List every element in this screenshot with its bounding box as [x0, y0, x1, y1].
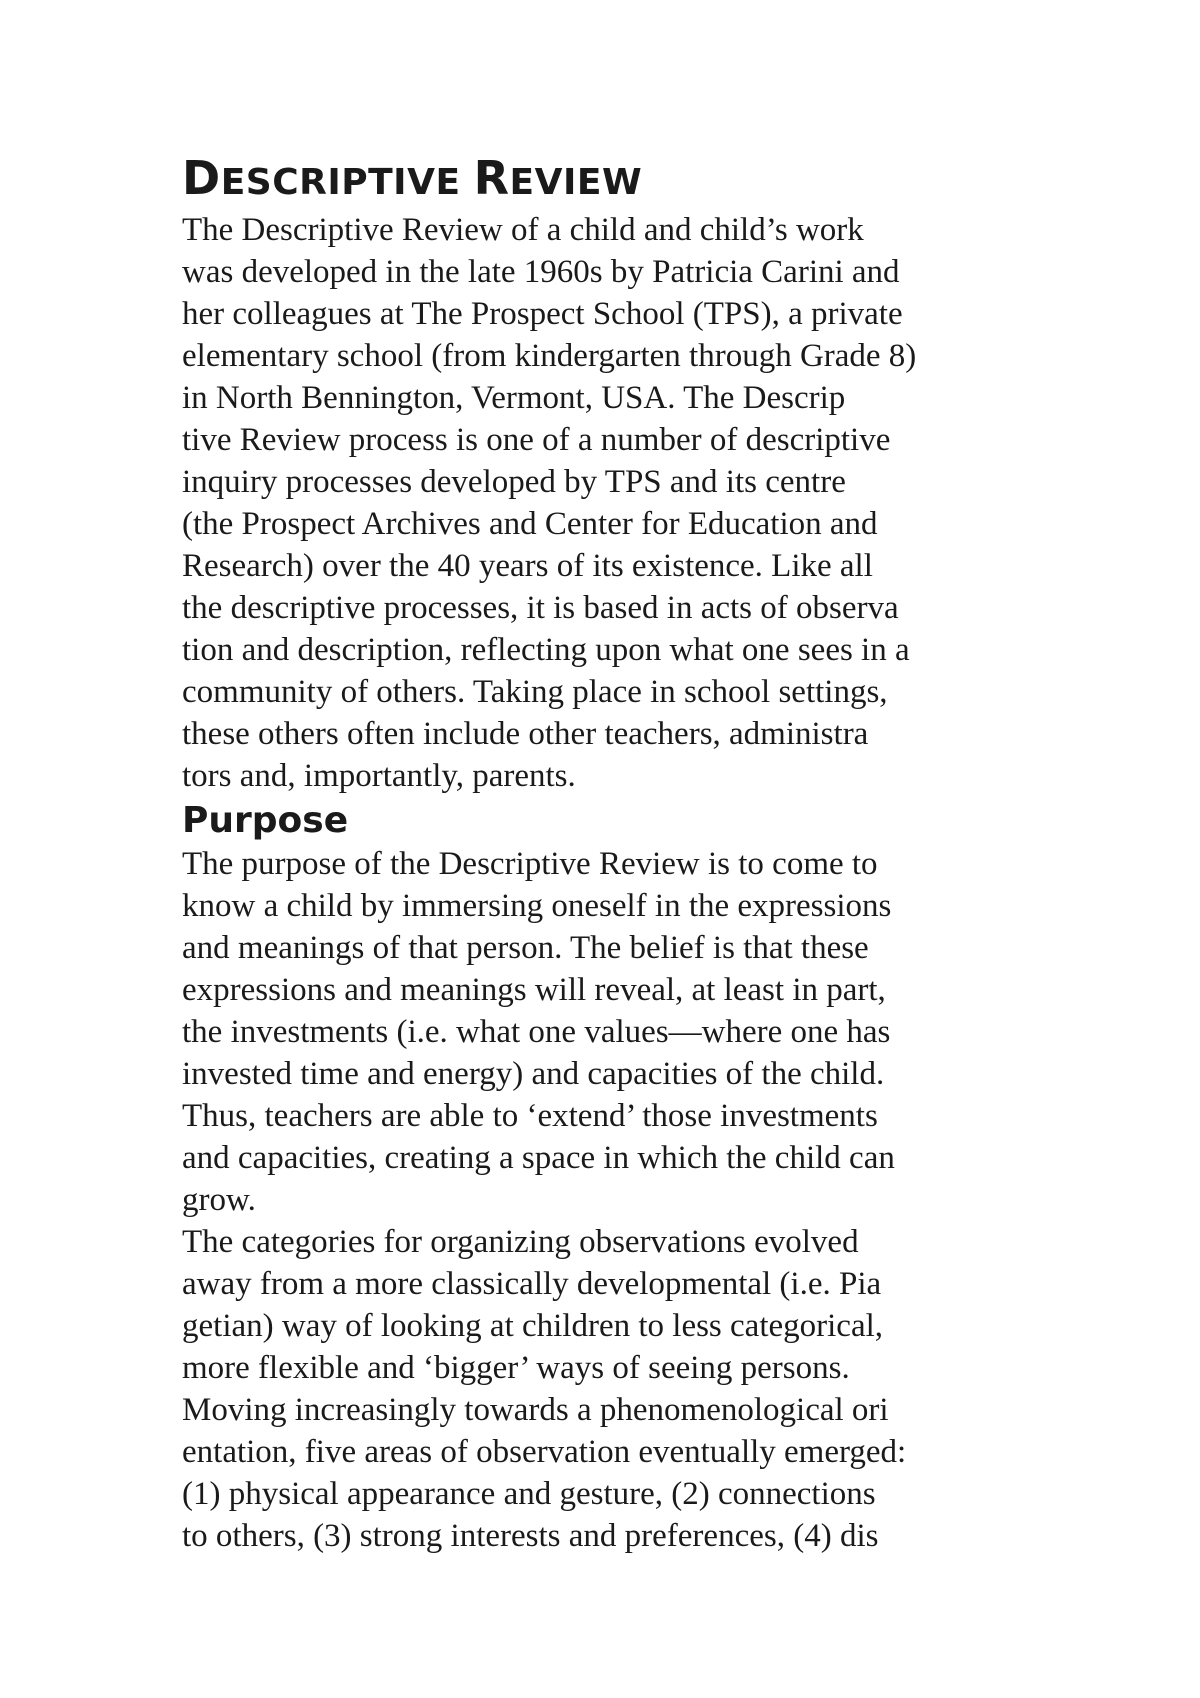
text-line: grow.: [182, 1182, 256, 1218]
text-line: invested time and energy) and capacities of the child.: [182, 1056, 885, 1092]
text-line: tive Review process is one of a number of descriptive: [182, 422, 891, 458]
text-line: tors and, importantly, parents.: [182, 758, 576, 794]
section-heading-purpose: Purpose: [182, 800, 349, 841]
text-line: in North Bennington, Vermont, USA. The Descrip: [182, 380, 846, 416]
text-line: community of others. Taking place in school settings,: [182, 674, 888, 710]
title-smallcaps-1: ESCRIPTIVE: [220, 162, 474, 203]
text-line: her colleagues at The Prospect School (TPS), a private: [182, 296, 903, 332]
text-line: elementary school (from kindergarten through Grade 8): [182, 338, 917, 374]
text-line: entation, five areas of observation eventually emerged:: [182, 1434, 907, 1470]
page-title: [182, 150, 1022, 211]
text-line: Research) over the 40 years of its existence. Like all: [182, 548, 873, 584]
text-line: The Descriptive Review of a child and child’s work: [182, 212, 864, 248]
title-initial-1: D: [182, 151, 221, 205]
text-line: more flexible and ‘bigger’ ways of seeing persons.: [182, 1350, 850, 1386]
text-line: to others, (3) strong interests and preferences, (4) dis: [182, 1518, 879, 1554]
intro-paragraph: [182, 209, 1022, 797]
text-line: and capacities, creating a space in which the child can: [182, 1140, 895, 1176]
text-line: Moving increasingly towards a phenomenological ori: [182, 1392, 889, 1428]
text-line: getian) way of looking at children to less categorical,: [182, 1308, 884, 1344]
page-content: [182, 150, 1022, 1557]
title-smallcaps-2: EVIEW: [509, 162, 643, 203]
text-line: Thus, teachers are able to ‘extend’ those investments: [182, 1098, 878, 1134]
text-line: know a child by immersing oneself in the expressions: [182, 888, 892, 924]
text-line: away from a more classically developmental (i.e. Pia: [182, 1266, 882, 1302]
text-line: was developed in the late 1960s by Patricia Carini and: [182, 254, 900, 290]
title-initial-2: R: [473, 151, 510, 205]
text-line: The purpose of the Descriptive Review is to come to: [182, 846, 878, 882]
text-line: The categories for organizing observations evolved: [182, 1224, 859, 1260]
text-line: the descriptive processes, it is based in acts of observa: [182, 590, 899, 626]
text-line: tion and description, reflecting upon what one sees in a: [182, 632, 910, 668]
text-line: and meanings of that person. The belief is that these: [182, 930, 869, 966]
text-line: inquiry processes developed by TPS and its centre: [182, 464, 846, 500]
purpose-paragraphs: [182, 843, 1022, 1557]
text-line: (the Prospect Archives and Center for Education and: [182, 506, 878, 542]
text-line: these others often include other teachers, administra: [182, 716, 869, 752]
text-line: the investments (i.e. what one values—where one has: [182, 1014, 891, 1050]
text-line: expressions and meanings will reveal, at least in part,: [182, 972, 886, 1008]
text-line: (1) physical appearance and gesture, (2) connections: [182, 1476, 876, 1512]
